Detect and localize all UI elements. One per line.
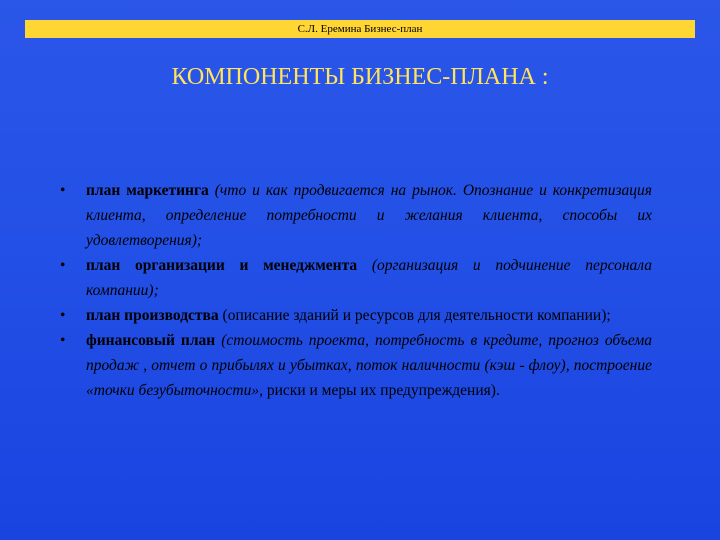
slide-title: КОМПОНЕНТЫ БИЗНЕС-ПЛАНА : (171, 64, 549, 90)
bullet-description: (описание зданий и ресурсов для деятельности компании); (218, 307, 611, 324)
header-text: С.Л. Еремина Бизнес-план (297, 23, 423, 35)
bullet-item-financial (60, 328, 652, 403)
bullet-term: план производства (86, 307, 219, 324)
bullet-item-organization (60, 253, 652, 303)
bullet-description: (стоимость проекта, потребность в кредите, прогноз объема продаж , отчет о прибылях и убытках, поток наличности (кэш - флоу), построение «точки безубыточности» (86, 332, 652, 399)
bullet-description-tail: , риски и меры их предупреждения). (259, 382, 500, 399)
bullet-term: план организации и менеджмента (86, 257, 358, 274)
bullet-list (60, 178, 652, 403)
bullet-item-marketing (60, 178, 652, 253)
bullet-marker: • (60, 332, 66, 349)
bullet-item-production (60, 303, 652, 328)
bullet-description: (организация и подчинение персонала компании); (86, 257, 652, 299)
header-bar (25, 20, 695, 38)
bullet-marker: • (60, 182, 66, 199)
bullet-term: финансовый план (86, 332, 216, 349)
bullet-marker: • (60, 257, 66, 274)
bullet-description: (что и как продвигается на рынок. Опознание и конкретизация клиента, определение потребности и желания клиента, способы их удовлетворения); (86, 182, 652, 249)
bullet-marker: • (60, 307, 66, 324)
bullet-term: план маркетинга (86, 182, 209, 199)
